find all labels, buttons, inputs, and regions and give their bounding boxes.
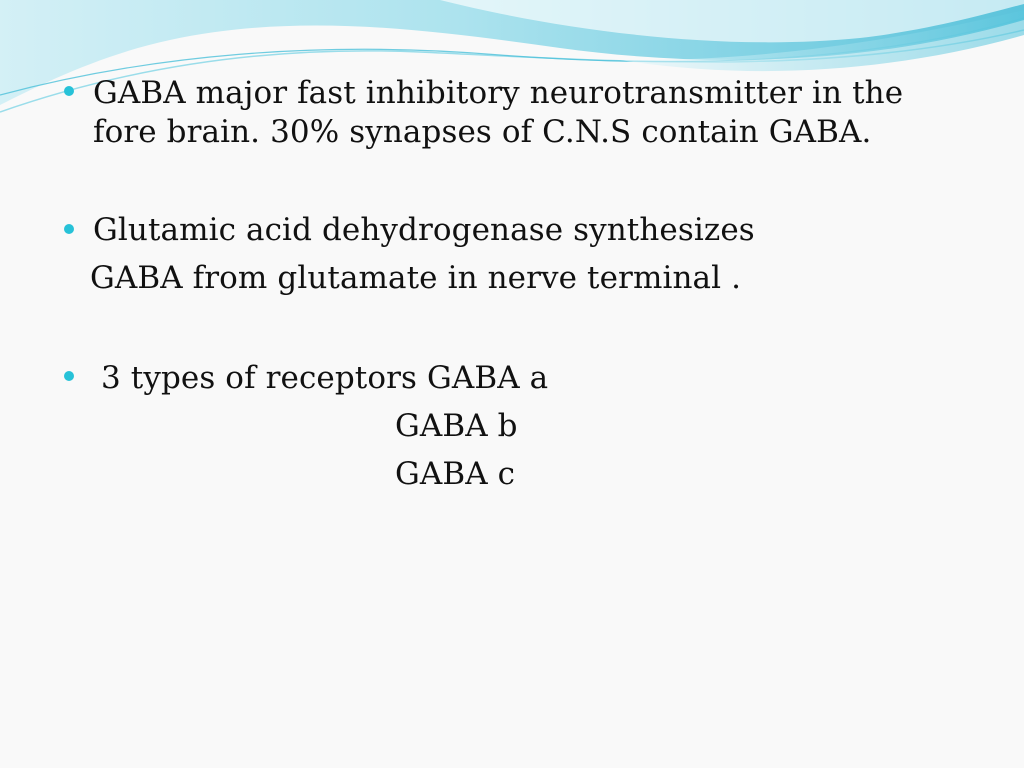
bullet-2-line-1: Glutamic acid dehydrogenase synthesizes (93, 212, 755, 248)
bullet-dot (64, 371, 74, 381)
bullet-3-line-1: 3 types of receptors GABA a (101, 360, 549, 396)
bullet-1-line-1: GABA major fast inhibitory neurotransmitter in the (93, 75, 904, 111)
bullet-2-line-2: GABA from glutamate in nerve terminal . (90, 260, 742, 296)
bullet-3-line-2: GABA b (395, 408, 518, 444)
bullet-1-line-2: fore brain. 30% synapses of C.N.S contain GABA. (93, 114, 872, 150)
bullet-3-line-3: GABA c (395, 456, 516, 492)
bullet-dot (64, 86, 74, 96)
bullet-dot (64, 224, 74, 234)
